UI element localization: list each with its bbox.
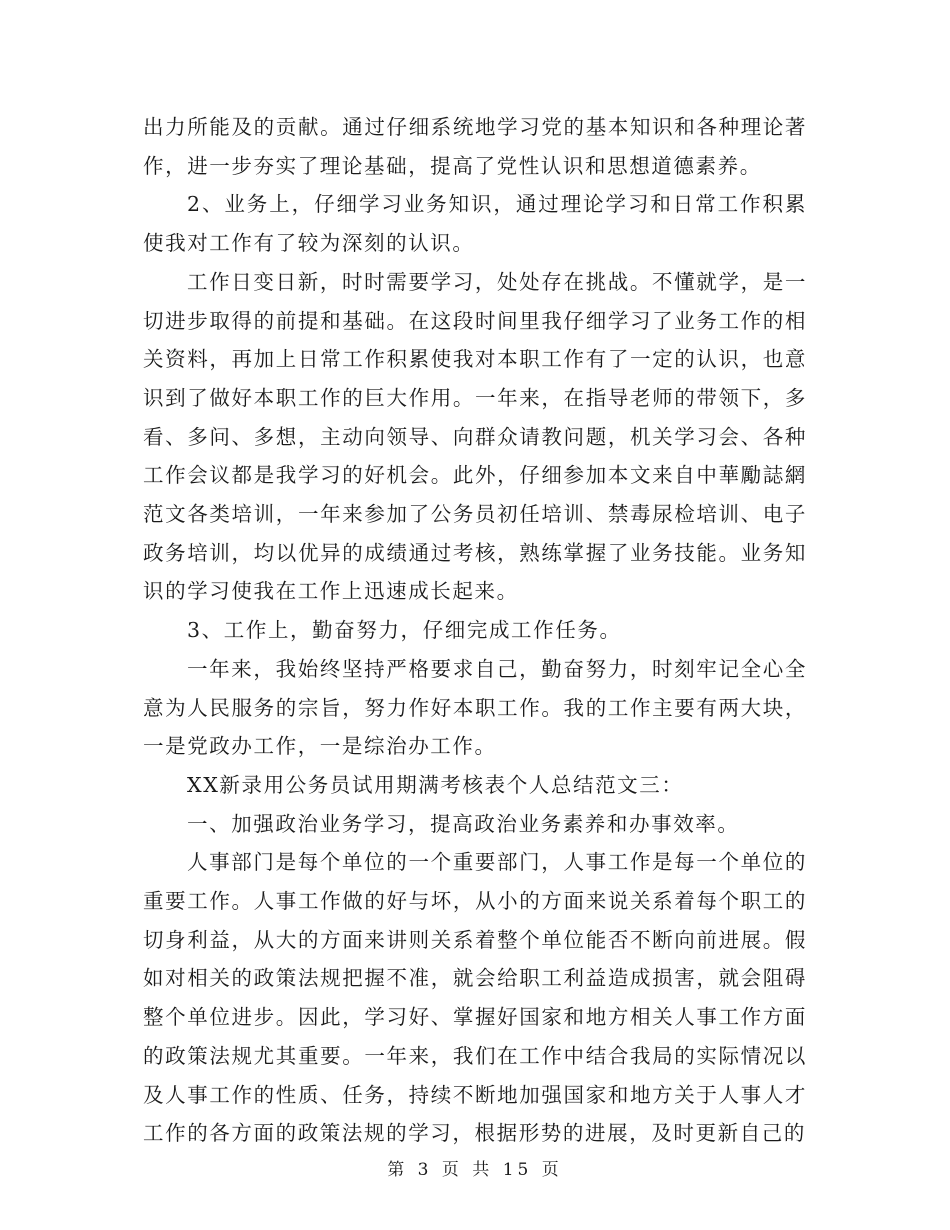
paragraph-4: 3、工作上，勤奋努力，仔细完成工作任务。 [187,618,622,643]
footer-suffix: 页 [541,1160,563,1180]
paragraph-2: 2、业务上，仔细学习业务知识，通过理论学习和日常工作积累使我对工作有了较为深刻的认识。 [143,192,807,256]
footer-middle: 页 共 [441,1160,494,1180]
subsection-heading: 一、加强政治业务学习，提高政治业务素养和办事效率。 [187,811,740,836]
footer-prefix: 第 [387,1160,409,1180]
footer-total-pages: 15 [502,1160,533,1180]
footer-page-number: 3 [417,1160,433,1180]
paragraph-8: 人事部门是每个单位的一个重要部门，人事工作是每一个单位的重要工作。人事工作做的好与坏，从小的方面来说关系着每个职工的切身利益，从大的方面来讲则关系着整个单位能否不断向前进展。假如对相关的政策法规把握不准，就会给职工利益造成损害，就会阻碍整个单位进步。因此，学习好、掌握好国家和地方相关人事工作方面的政策法规尤其重要。一年来，我们在工作中结合我局的实际情况以及人事工作的性质、任务，持续不断地加强国家和地方关于人事人才工作的各方面的政策法规的学习，根据形势的进展，及时更新自己的 [143,850,807,1146]
paragraph-3: 工作日变日新，时时需要学习，处处存在挑战。不懂就学，是一切进步取得的前提和基础。在这段时间里我仔细学习了业务工作的相关资料，再加上日常工作积累使我对本职工作有了一定的认识，也意识到了做好本职工作的巨大作用。一年来，在指导老师的带领下，多看、多问、多想，主动向领导、向群众请教问题，机关学习会、各种工作会议都是我学习的好机会。此外，仔细参加本文来自中華勵誌網范文各类培训，一年来参加了公务员初任培训、禁毒尿检培训、电子政务培训，均以优异的成绩通过考核，熟练掌握了业务技能。业务知识的学习使我在工作上迅速成长起来。 [143,269,807,604]
document-body [143,108,807,1153]
section-title: XX新录用公务员试用期满考核表个人总结范文三： [187,772,684,797]
page-footer [0,1155,950,1180]
paragraph-5: 一年来，我始终坚持严格要求自己，勤奋努力，时刻牢记全心全意为人民服务的宗旨，努力作好本职工作。我的工作主要有两大块，一是党政办工作，一是综治办工作。 [143,656,807,759]
paragraph-1: 出力所能及的贡献。通过仔细系统地学习党的基本知识和各种理论著作，进一步夯实了理论基础，提高了党性认识和思想道德素养。 [143,115,807,178]
